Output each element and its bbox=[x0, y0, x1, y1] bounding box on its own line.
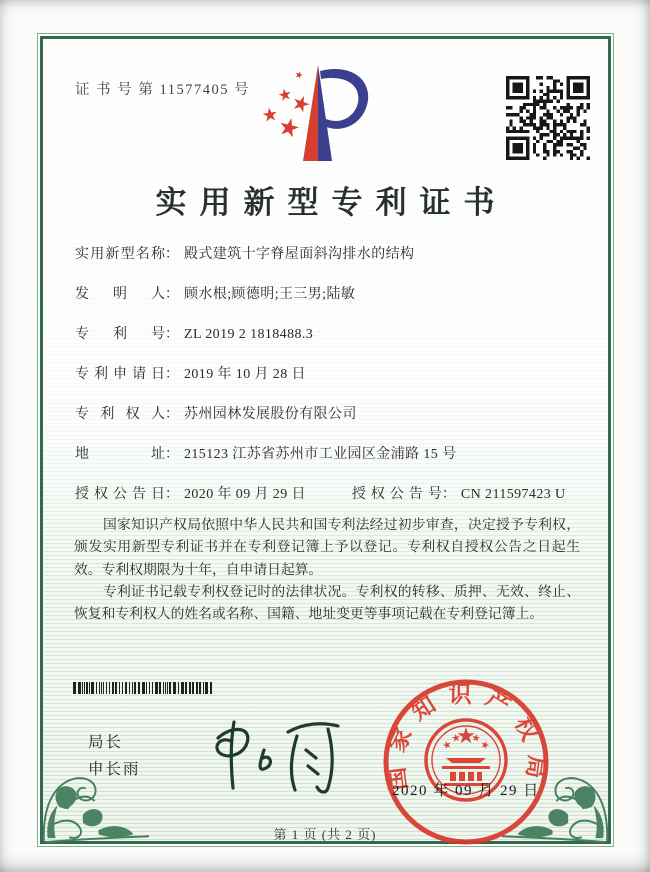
field-label: 发明人 bbox=[75, 287, 165, 302]
field-colon: ： bbox=[165, 367, 179, 382]
field-colon: ： bbox=[165, 327, 179, 342]
field-label: 实用新型名称 bbox=[75, 247, 165, 262]
field-colon: ： bbox=[165, 287, 179, 302]
field-value: 苏州园林发展股份有限公司 bbox=[184, 407, 357, 422]
seal-ring-text: 国家知识产权局 bbox=[382, 682, 550, 792]
certificate-title: 实用新型专利证书 bbox=[155, 185, 508, 220]
legal-paragraph-1: 国家知识产权局依照中华人民共和国专利法经过初步审查，决定授予专利权，颁发实用新型专利证书并在专利登记簿上予以登记。专利权自授权公告之日起生效。专利权期限为十年，自申请日起算。 bbox=[74, 517, 580, 577]
field-colon: ： bbox=[165, 247, 179, 262]
certificate-number: 证 书 号 第 11577405 号 bbox=[75, 82, 251, 98]
field-label: 地址 bbox=[75, 447, 165, 462]
page-number: 第 1 页 (共 2 页) bbox=[273, 827, 377, 842]
field-row-address bbox=[75, 447, 595, 463]
director-title: 局长 bbox=[88, 734, 124, 751]
field-value: 2019 年 10 月 28 日 bbox=[184, 367, 306, 382]
director-name: 申长雨 bbox=[88, 761, 141, 778]
field-value: CN 211597423 U bbox=[460, 487, 566, 502]
qr-code bbox=[506, 76, 590, 160]
seal-date: 2020 年 09 月 29 日 bbox=[392, 783, 540, 799]
field-value: 殿式建筑十字脊屋面斜沟排水的结构 bbox=[184, 247, 415, 262]
field-group-grant-number bbox=[352, 487, 566, 503]
field-row-patent-number bbox=[75, 327, 595, 343]
field-value: 顾水根;顾德明;王三男;陆敏 bbox=[184, 287, 356, 302]
director-block bbox=[88, 729, 141, 783]
field-value: 2020 年 09 月 29 日 bbox=[184, 487, 306, 502]
field-row-filing-date bbox=[75, 367, 595, 383]
cnipa-red-seal-icon bbox=[380, 676, 552, 848]
barcode bbox=[73, 682, 213, 694]
field-row-patentee bbox=[75, 407, 595, 423]
field-colon: ： bbox=[165, 407, 179, 422]
director-signature-icon bbox=[200, 710, 352, 798]
field-colon: ： bbox=[441, 487, 456, 502]
legal-text bbox=[74, 514, 580, 626]
field-label: 授权公告日 bbox=[75, 487, 165, 502]
field-row-inventors bbox=[75, 287, 595, 303]
field-label: 专利权人 bbox=[75, 407, 165, 422]
field-label: 授权公告号 bbox=[351, 487, 442, 502]
field-row-name bbox=[75, 247, 595, 263]
field-colon: ： bbox=[165, 447, 179, 462]
field-row-grant bbox=[75, 487, 595, 503]
legal-paragraph-2: 专利证书记载专利权登记时的法律状况。专利权的转移、质押、无效、终止、恢复和专利权人的姓名或名称、国籍、地址变更等事项记载在专利登记簿上。 bbox=[74, 584, 580, 622]
patent-fields bbox=[75, 247, 595, 527]
field-value: ZL 2019 2 1818488.3 bbox=[184, 327, 314, 342]
field-label: 专利号 bbox=[75, 327, 165, 342]
cnipa-patent-logo-icon bbox=[258, 62, 384, 166]
field-value: 215123 江苏省苏州市工业园区金浦路 15 号 bbox=[184, 447, 457, 462]
field-label: 专利申请日 bbox=[75, 367, 165, 382]
field-colon: ： bbox=[165, 487, 179, 502]
